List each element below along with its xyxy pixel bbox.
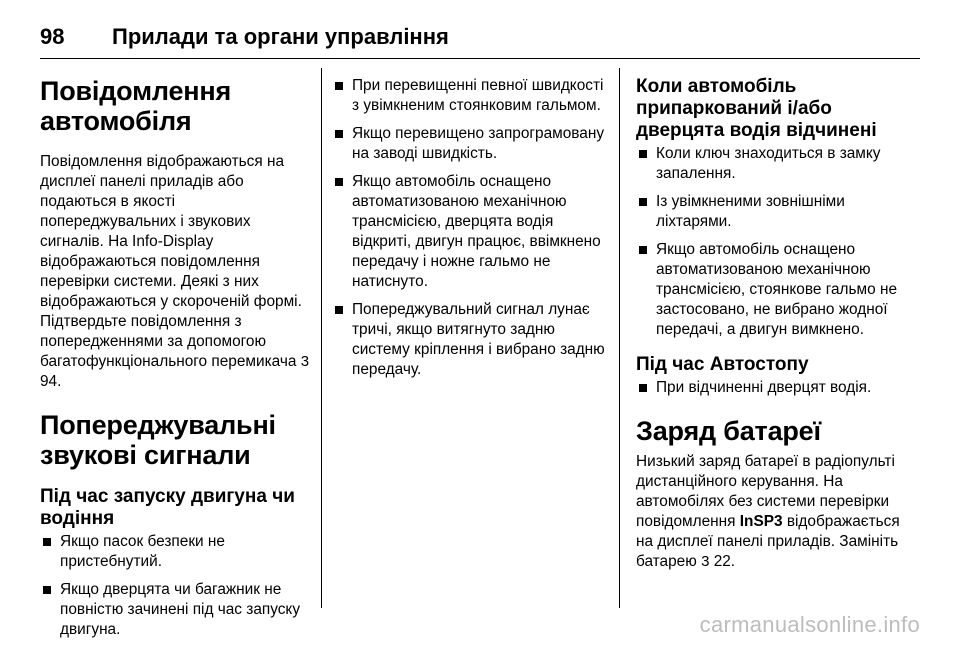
bullet-square-icon — [639, 246, 647, 254]
page-ref-icon: 3 — [300, 353, 310, 370]
list-item: Попереджувальний сигнал лунає тричі, якщо витягнуто задню систему кріплення і вибрано задню передачу. — [332, 300, 608, 380]
bullet-square-icon — [335, 130, 343, 138]
bullet-list — [40, 532, 312, 640]
bullet-square-icon — [335, 82, 343, 90]
section-heading-vehicle-messages: Повідомлення автомобіля — [40, 76, 232, 136]
section-heading-warning-chimes: Попереджувальні звукові сигнали — [40, 410, 276, 470]
column-divider-2 — [619, 68, 620, 608]
list-item: Коли ключ знаходиться в замку запалення. — [636, 144, 918, 184]
page-ref-link[interactable]: 22. — [713, 553, 736, 570]
bullet-list — [636, 144, 918, 340]
bullet-square-icon — [43, 538, 51, 546]
list-item: Якщо пасок безпеки не пристебнутий. — [40, 532, 312, 572]
list-item: Із увімкненими зовнішніми ліхтарями. — [636, 192, 918, 232]
page-number: 98 — [40, 24, 65, 49]
column-1 — [40, 68, 312, 648]
list-item: Якщо дверцята чи багажник не повністю зачинені під час запуску двигуна. — [40, 580, 312, 640]
insp3-label: InSP3 — [739, 513, 783, 530]
bullet-square-icon — [335, 178, 343, 186]
bullet-square-icon — [335, 306, 343, 314]
chapter-title: Прилади та органи управління — [112, 24, 449, 49]
subheading-start-driving: Під час запуску двигуна чи водіння — [40, 486, 295, 529]
list-item: Якщо перевищено запрограмовану на заводі швидкість. — [332, 124, 608, 164]
watermark: carmanualsonline.info — [699, 612, 920, 637]
column-3 — [636, 68, 918, 572]
bullet-square-icon — [639, 150, 647, 158]
section-heading-battery: Заряд батареї — [636, 416, 821, 446]
list-item: При перевищенні певної швидкості з увімкненим стоянковим гальмом. — [332, 76, 608, 116]
column-divider-1 — [321, 68, 322, 608]
battery-paragraph: Низький заряд батареї в радіопульті дистанційного керування. На автомобілях без системи перевірки повідомлення InSP3 відображається на дисплеї панелі приладів. Замініть батарею 3 22. — [636, 453, 900, 570]
bullet-square-icon — [43, 586, 51, 594]
bullet-square-icon — [639, 198, 647, 206]
page-header — [40, 14, 920, 54]
subheading-autostop: Під час Автостопу — [636, 354, 809, 375]
list-item: При відчиненні дверцят водія. — [636, 378, 918, 398]
vehicle-messages-text: Повідомлення відображаються на дисплеї панелі приладів або подаються в якості попереджувальних і звукових сигналів. На Info-Display відображаються повідомлення перевірки системи. Деякі з них відображаються у скороченій формі. Підтвердьте повідомлення з попередженнями за допомогою багатофункціонального перемикача — [40, 153, 302, 370]
header-divider — [40, 58, 920, 59]
vehicle-messages-paragraph — [40, 152, 312, 392]
list-item: Якщо автомобіль оснащено автоматизованою механічною трансмісією, стоянкове гальмо не застосовано, не вибрано жодної передачі, а двигун вимкнено. — [636, 240, 918, 340]
bullet-list — [332, 76, 608, 380]
bullet-list — [636, 378, 918, 398]
page-ref-link[interactable]: 94. — [40, 373, 62, 390]
list-item: Якщо автомобіль оснащено автоматизованою механічною трансмісією, дверцята водія відкриті, двигун працює, ввімкнено передачу і ножне гальмо не натиснуто. — [332, 172, 608, 292]
subheading-parked: Коли автомобіль припаркований і/або дверцята водія відчинені — [636, 76, 877, 141]
column-2 — [332, 68, 608, 388]
bullet-square-icon — [639, 384, 647, 392]
page-ref-icon: 3 — [701, 553, 710, 570]
